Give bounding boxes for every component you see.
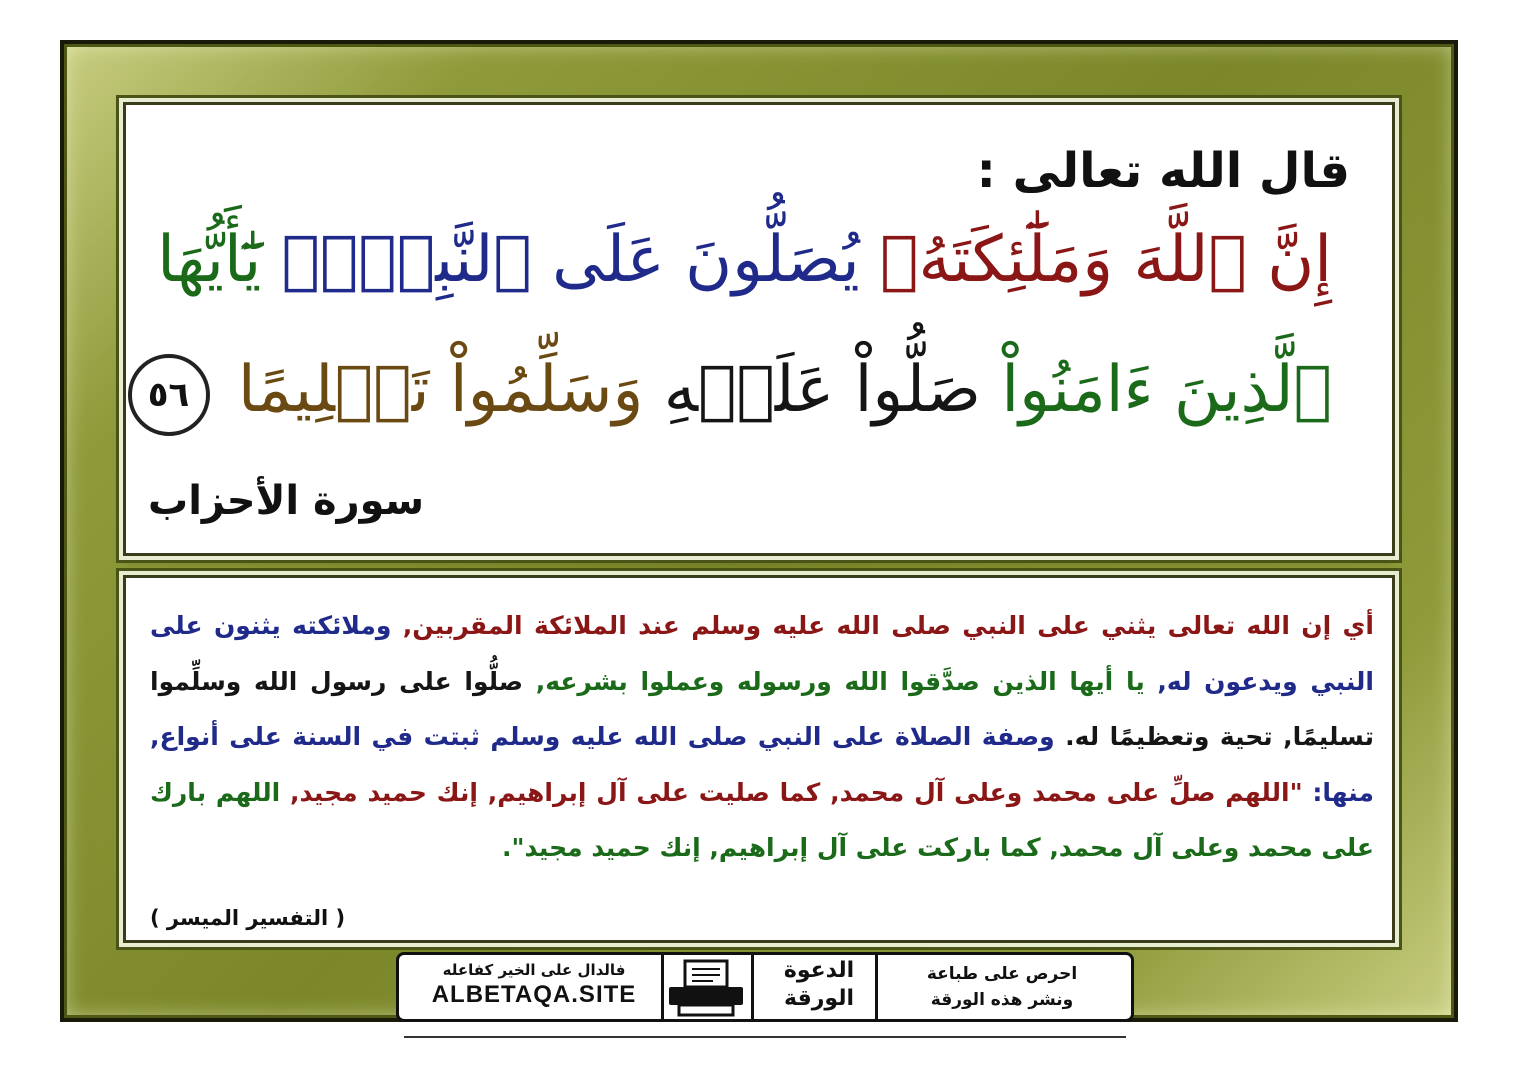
- verse-panel: [126, 105, 1392, 553]
- verse-segment: يَٰٓأَيُّهَا: [157, 223, 262, 297]
- footer-bar: [396, 952, 1134, 1022]
- tafsir-text: [150, 598, 1374, 876]
- tafsir-panel: [126, 578, 1392, 940]
- tafsir-segment: يا أيها الذين صدَّقوا الله ورسوله وعملوا بشرعه,: [523, 666, 1145, 696]
- verse-segment: صَلُّواْ عَلَيۡهِ: [663, 353, 981, 427]
- tafsir-segment: وصفة الصلاة على النبي صلى الله عليه وسلم ثبتت في السنة على أنواع, منها:: [150, 722, 1374, 807]
- tafsir-segment: صلُّوا على رسول الله وسلِّموا تسليمًا, تحية وتعظيمًا له.: [150, 666, 1374, 751]
- verse-line-2: [128, 353, 1332, 436]
- tafsir-segment: وملائكته يثنون على النبي ويدعون له,: [150, 611, 1375, 696]
- ayah-number-marker: ٥٦: [128, 354, 210, 436]
- site-link[interactable]: ALBETAQA.SITE: [431, 981, 637, 1008]
- verse-segment: يُصَلُّونَ عَلَى ٱلنَّبِيِّۚ: [281, 223, 860, 297]
- verse-segment: إِنَّ ٱللَّهَ وَمَلَٰٓئِكَتَهُۥ: [880, 223, 1332, 297]
- footer-divider: [875, 955, 878, 1019]
- surah-name: سورة الأحزاب: [148, 478, 425, 524]
- footer-note-line-1: احرص على طباعة: [926, 964, 1078, 984]
- footer-print-note: [887, 961, 1117, 1013]
- footer-site-block: [409, 961, 659, 1009]
- logo-top-text: الدعوة: [783, 958, 855, 983]
- footer-divider: [661, 955, 664, 1019]
- tafsir-segment: اللهم بارك على محمد وعلى آل محمد, كما باركت على آل إبراهيم, إنك حميد مجيد".: [150, 777, 1374, 862]
- tafsir-segment: "اللهم صلِّ على محمد وعلى آل محمد, كما صليت على آل إبراهيم, إنك حميد مجيد,: [280, 777, 1303, 807]
- logo-bottom-text: الورقة: [783, 986, 854, 1011]
- verse-line-1: [157, 223, 1332, 297]
- footer-divider: [751, 955, 754, 1019]
- verse-segment: ٱلَّذِينَ ءَامَنُواْ: [1001, 353, 1332, 427]
- footer-proverb: فالدال على الخير كفاعله: [442, 961, 626, 979]
- tafsir-source: ( التفسير الميسر ): [150, 906, 346, 930]
- verse-segment: وَسَلِّمُواْ تَسۡلِيمًا: [237, 353, 644, 427]
- printer-icon: [665, 959, 747, 1017]
- verse-heading: قال الله تعالى :: [976, 143, 1350, 199]
- footer-note-line-2: ونشر هذه الورقة: [930, 990, 1074, 1010]
- tafsir-segment: أي إن الله تعالى يثني على النبي صلى الله عليه وسلم عند الملائكة المقربين,: [391, 611, 1374, 640]
- footer-underline: [404, 1036, 1126, 1038]
- albetaqa-logo: [769, 957, 869, 1017]
